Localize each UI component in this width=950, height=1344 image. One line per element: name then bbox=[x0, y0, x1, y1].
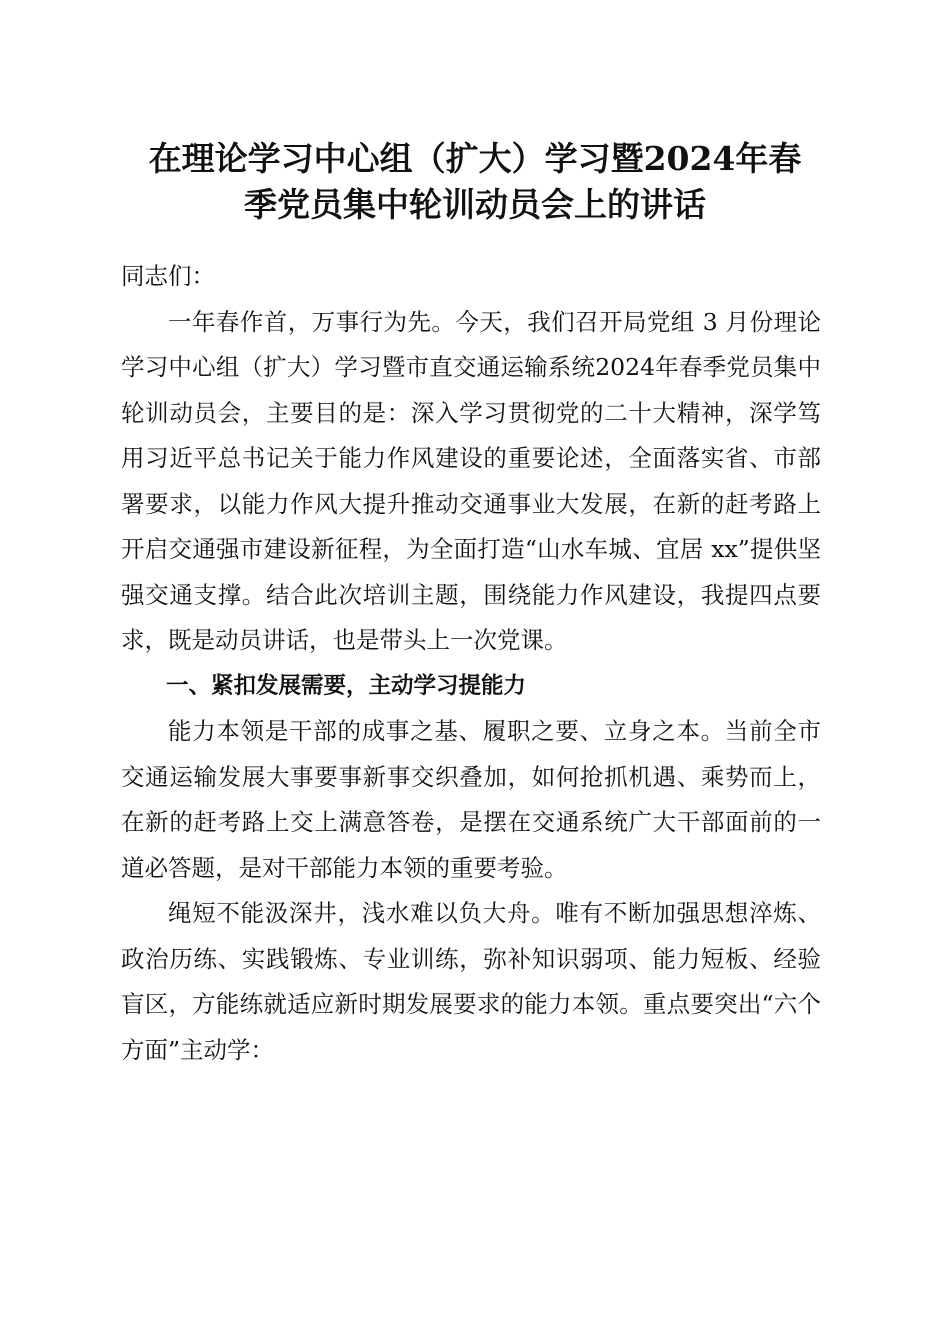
title-line-1: 在理论学习中心组（扩大）学习暨2024年春 bbox=[148, 139, 802, 178]
paragraph-learning: 绳短不能汲深井，浅水难以负大舟。唯有不断加强思想淬炼、政治历练、实践锻炼、专业训练，弥补知识弱项、能力短板、经验盲区，方能练就适应新时期发展要求的能力本领。重点要突出“六个方面”主动学： bbox=[121, 899, 821, 1064]
paragraph-intro: 一年春作首，万事行为先。今天，我们召开局党组 3 月份理论学习中心组（扩大）学习暨市直交通运输系统2024年春季党员集中轮训动员会，主要目的是：深入学习贯彻党的二十大精神，深学笃用习近平总书记关于能力作风建设的重要论述，全面落实省、市部署要求，以能力作风大提升推动交通事业大发展，在新的赶考路上开启交通强市建设新征程，为全面打造“山水车城、宜居 xx”提供坚强交通支撑。结合此次培训主题，围绕能力作风建设，我提四点要求，既是动员讲话，也是带头上一次党课。 bbox=[121, 307, 821, 654]
title-line-2: 季党员集中轮训动员会上的讲话 bbox=[244, 185, 706, 224]
salutation: 同志们： bbox=[121, 262, 215, 290]
section-heading-1: 一、紧扣发展需要，主动学习提能力 bbox=[166, 672, 527, 699]
document-body bbox=[121, 254, 821, 1073]
document-title bbox=[110, 136, 840, 228]
paragraph-ability: 能力本领是干部的成事之基、履职之要、立身之本。当前全市交通运输发展大事要事新事交织叠加，如何抢抓机遇、乘势而上，在新的赶考路上交上满意答卷，是摆在交通系统广大干部面前的一道必答题，是对干部能力本领的重要考验。 bbox=[121, 717, 821, 882]
